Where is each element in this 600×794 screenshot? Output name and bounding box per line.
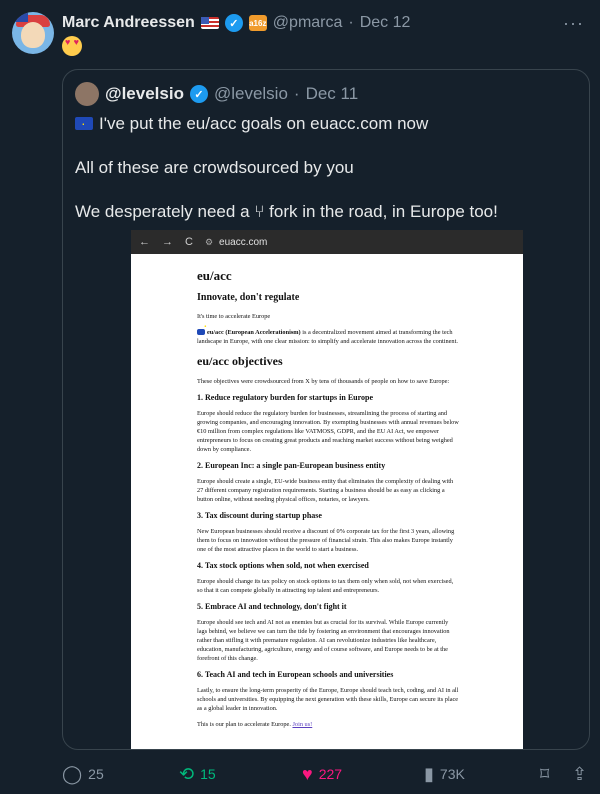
objective-heading: 4. Tax stock options when sold, not when exercised <box>197 561 369 570</box>
repost-count: 15 <box>200 766 216 782</box>
quote-line: We desperately need a ⑂ fork in the road, in Europe too! <box>75 202 498 221</box>
views-chart-icon: ▮ <box>424 764 434 784</box>
views-button[interactable] <box>424 765 465 783</box>
objective-heading: 6. Teach AI and tech in European schools and universities <box>197 670 394 679</box>
quote-author-name[interactable]: @levelsio <box>105 84 184 103</box>
objective-heading: 1. Reduce regulatory burden for startups in Europe <box>197 393 374 402</box>
quoted-tweet[interactable] <box>62 69 590 750</box>
quote-separator: · <box>293 84 300 103</box>
reply-count: 25 <box>88 766 104 782</box>
doc-closing: This is our plan to accelerate Europe. Join us! <box>197 721 313 728</box>
doc-intro: It's time to accelerate Europe <box>197 313 271 320</box>
quote-text <box>75 112 575 244</box>
objective-body: New European businesses should receive a discount of 0% corporate tax for the first 3 years, allowing them to focus on innovation without the pressure of financial strain. This also makes Europe instantly one of the most attractive places in the world to start a business. <box>197 528 455 553</box>
eu-flag-icon <box>75 117 93 130</box>
join-us-link[interactable]: Join us! <box>292 721 313 728</box>
objective-body: Europe should change its tax policy on stock options to tax them only when sold, not when exercised, so that it can compete globally in attracting top talent and entrepreneurs. <box>197 578 454 594</box>
affiliation-badge-icon[interactable]: a16z <box>249 15 267 31</box>
site-settings-icon: ⚙ <box>204 236 214 247</box>
objective-heading: 3. Tax discount during startup phase <box>197 511 322 520</box>
share-icon: ⇪ <box>572 764 588 784</box>
tweet-text <box>62 36 87 61</box>
address-bar <box>205 237 267 248</box>
bookmark-icon: ⌑ <box>540 764 550 784</box>
address-url: euacc.com <box>219 236 268 248</box>
quote-author-avatar[interactable] <box>75 82 99 106</box>
heart-icon: ♥ <box>302 764 313 784</box>
quote-author-handle[interactable]: @levelsio <box>213 84 288 103</box>
reply-icon: ◯ <box>62 764 83 784</box>
avatar-flag <box>14 12 28 22</box>
author-handle[interactable]: @pmarca <box>272 14 343 31</box>
doc-title: eu/acc <box>197 268 232 283</box>
back-arrow-icon: ← <box>139 236 150 248</box>
like-count: 227 <box>318 766 343 782</box>
objective-body: Lastly, to ensure the long-term prosperity of the Europe, Europe should teach tech, coding, and AI in all schools and universities. By equipping the next generation with these skills, Europe can secure its place as a global leader in innovation. <box>197 687 459 712</box>
doc-eu-flag-icon <box>197 329 205 335</box>
author-name[interactable]: Marc Andreessen <box>62 14 195 31</box>
avatar-face <box>21 22 45 48</box>
objectives-title: eu/acc objectives <box>197 354 283 368</box>
objective-heading: 5. Embrace AI and technology, don't fight it <box>197 602 347 611</box>
quote-line: All of these are crowdsourced by you <box>75 158 354 177</box>
website-screenshot[interactable] <box>131 230 523 750</box>
forward-arrow-icon: → <box>162 236 173 248</box>
heart-eyes-emoji-icon <box>62 36 82 56</box>
like-button[interactable] <box>302 765 342 783</box>
reload-icon: C <box>185 236 193 248</box>
repost-button[interactable] <box>179 765 216 783</box>
objective-heading: 2. European Inc: a single pan-European business entity <box>197 461 386 470</box>
share-button[interactable] <box>572 765 587 783</box>
objective-body: Europe should create a single, EU-wide business entity that eliminates the complexity of dealing with 27 different company registration requirements. Starting a business should be as easy as clicking a button online, without needing physical offices, notaries, or lawyers. <box>197 478 454 503</box>
quote-line: ·I've put the eu/acc goals on euacc.com now <box>75 112 575 136</box>
tweet-actions <box>62 760 590 788</box>
doc-subtitle: Innovate, don't regulate <box>197 292 300 303</box>
repost-icon: ⟲ <box>179 764 195 784</box>
objectives-intro: These objectives were crowdsourced from X by tens of thousands of people on how to save Europe: <box>197 378 450 385</box>
views-count: 73K <box>439 766 465 782</box>
reply-button[interactable] <box>62 765 104 783</box>
header-separator: · <box>348 14 354 31</box>
quote-header <box>75 82 358 106</box>
author-avatar[interactable] <box>12 12 54 54</box>
quote-date[interactable]: Dec 11 <box>305 84 359 103</box>
verified-badge-icon[interactable]: ✓ <box>225 14 243 32</box>
webpage-content <box>131 254 523 729</box>
tweet-header <box>62 12 584 34</box>
browser-toolbar <box>131 230 523 254</box>
us-flag-icon <box>201 17 219 29</box>
doc-definition: ·eu/acc (European Accelerationism) is a decentralized movement aimed at transforming the tech landscape in Europe, with one clear mission: to simplify and accelerate innovation across the continent. <box>197 328 459 346</box>
objective-body: Europe should see tech and AI not as enemies but as crucial for its survival. While Europe currently lags behind, we believe we can turn the tide by fostering an environment that encourages innovation rather than stifling it with premature regulation. AI can revolutionize industries like healthcare, education, manufacturing, agriculture, energy and of course software, and Europe needs to be at the forefront of this change. <box>197 619 450 662</box>
quote-verified-badge-icon[interactable]: ✓ <box>190 85 208 103</box>
tweet-date[interactable]: Dec 12 <box>359 14 411 31</box>
objective-body: Europe should reduce the regulatory burden for businesses, streamlining the process of starting and growing companies, and encouraging innovation. By exempting businesses with annual revenues below €10 million from complex regulations like VATMOSS, GDPR, and the EU AI Act, we empower entrepreneurs to focus on creating great products and reaching market success without being weighed down by compliance. <box>197 410 459 453</box>
bookmark-button[interactable] <box>540 765 549 783</box>
more-options-icon[interactable]: ··· <box>563 12 584 33</box>
